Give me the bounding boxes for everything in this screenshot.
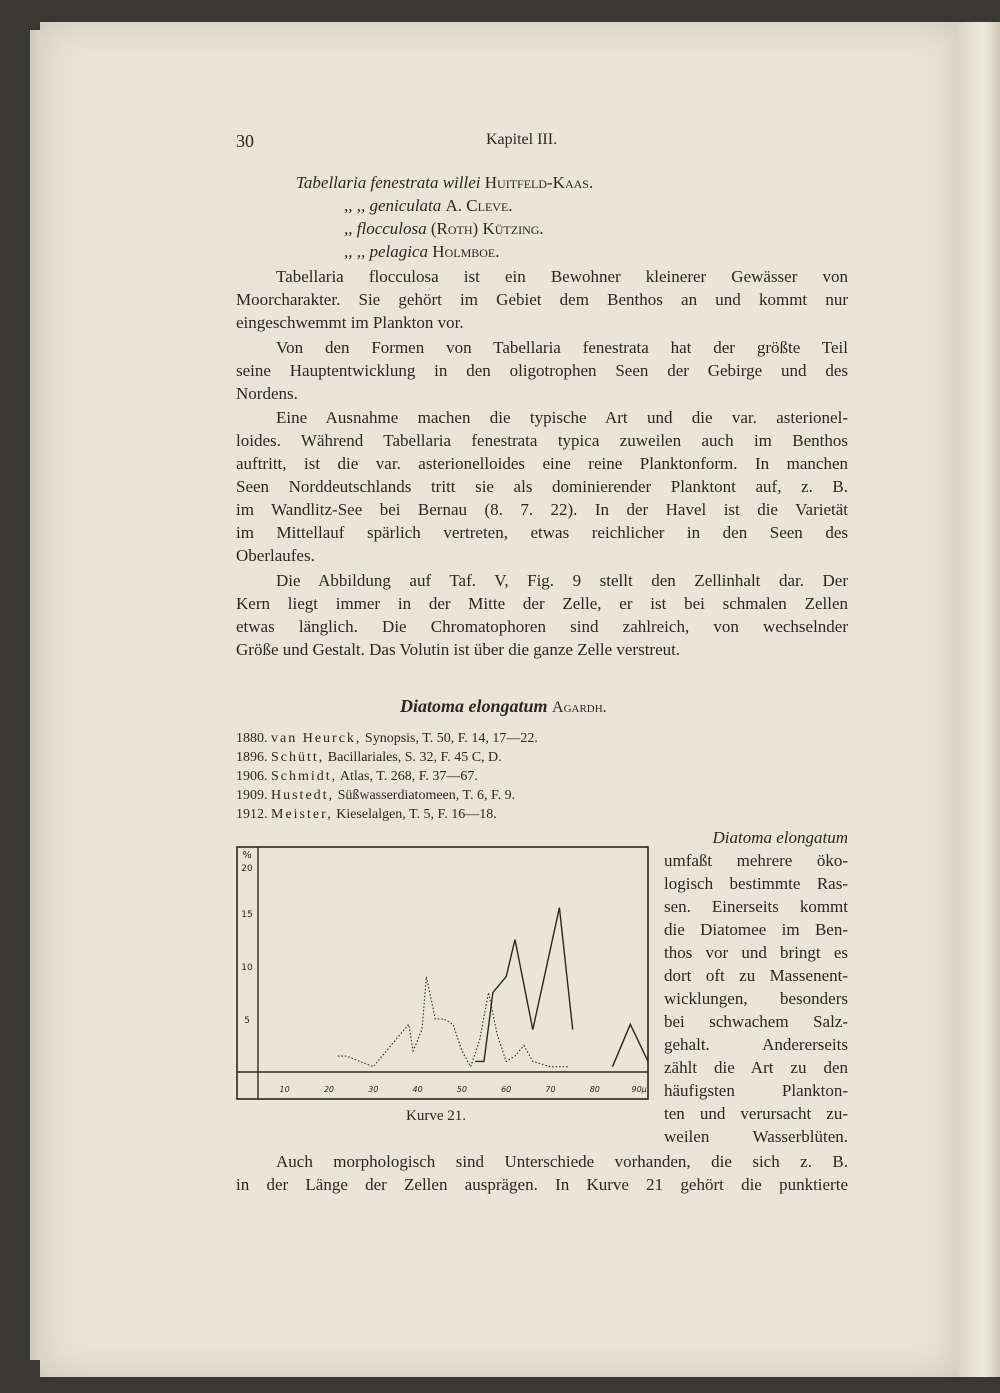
paragraph-line: im Wandlitz-See bei Bernau (8. 7. 22). In der Havel ist die Varietät	[236, 500, 848, 519]
reference-item: 1906. Schmidt, Atlas, T. 268, F. 37—67.	[236, 769, 478, 784]
paragraph-line: Eine Ausnahme machen die typische Art und die var. asterionel-	[276, 408, 848, 427]
paragraph-line: Oberlaufes.	[236, 546, 315, 565]
paragraph-line: in der Länge der Zellen ausprägen. In Kurve 21 gehört die punktierte	[236, 1175, 848, 1194]
page-edge-right	[958, 22, 1000, 1377]
series-line-dotted	[338, 977, 568, 1067]
page-number: 30	[236, 131, 254, 151]
paragraph-line: Moorcharakter. Sie gehört im Gebiet dem Benthos an und kommt nur	[236, 290, 848, 309]
side-text-line: Diatoma elongatum	[712, 828, 848, 847]
taxon-line: ,, flocculosa (Roth) Kützing.	[344, 219, 544, 238]
side-text-line: gehalt. Andererseits	[664, 1035, 848, 1054]
y-tick-label: 20	[241, 864, 253, 874]
paragraph-line: Von den Formen von Tabellaria fenestrata hat der größte Teil	[276, 338, 848, 357]
paragraph-line: Die Abbildung auf Taf. V, Fig. 9 stellt den Zellinhalt dar. Der	[276, 571, 848, 590]
paragraph-line: Tabellaria flocculosa ist ein Bewohner kleinerer Gewässer von	[276, 267, 848, 286]
paragraph-line: Auch morphologisch sind Unterschiede vorhanden, die sich z. B.	[276, 1152, 848, 1171]
y-axis-label: %	[242, 850, 252, 861]
reference-item: 1909. Hustedt, Süßwasserdiatomeen, T. 6, F. 9.	[236, 788, 516, 803]
side-text-line: dort oft zu Massenent-	[664, 966, 848, 985]
side-text-line: bei schwachem Salz-	[664, 1012, 848, 1031]
chart-caption: Kurve 21.	[406, 1108, 466, 1124]
reference-item: 1880. van Heurck, Synopsis, T. 50, F. 14, 17—22.	[236, 731, 538, 746]
y-tick-label: 5	[244, 1016, 250, 1026]
kurve-21-chart	[236, 846, 652, 1100]
paragraph-line: im Mittellauf spärlich vertreten, etwas reichlicher in den Seen des	[236, 523, 848, 542]
paragraph-line: etwas länglich. Die Chromatophoren sind zahlreich, von wechselnder	[236, 617, 848, 636]
series-line-solid	[475, 908, 573, 1062]
side-text-line: ten und verursacht zu-	[664, 1104, 848, 1123]
taxon-line: ,, ,, pelagica Holmboe.	[344, 242, 500, 261]
side-text-line: umfaßt mehrere öko-	[664, 851, 848, 870]
paragraph-line: auftritt, ist die var. asterionelloides eine reine Planktonform. In manchen	[236, 454, 848, 473]
chart-frame	[237, 847, 648, 1099]
paragraph-line: Nordens.	[236, 384, 298, 403]
x-tick-label: 70	[545, 1085, 556, 1094]
x-tick-label: 50	[456, 1085, 467, 1094]
section-title: Diatoma elongatum Agardh.	[400, 696, 607, 716]
paragraph-line: Kern liegt immer in der Mitte der Zelle, er ist bei schmalen Zellen	[236, 594, 848, 613]
x-tick-label: 80	[589, 1085, 600, 1094]
side-text-line: logisch bestimmte Ras-	[664, 874, 848, 893]
reference-item: 1912. Meister, Kieselalgen, T. 5, F. 16—18.	[236, 807, 497, 822]
side-text-line: sen. Einerseits kommt	[664, 897, 848, 916]
x-tick-label: 60	[501, 1085, 512, 1094]
side-text-line: zählt die Art zu den	[664, 1058, 848, 1077]
x-tick-label: 90µ	[631, 1085, 647, 1094]
x-tick-label: 10	[279, 1085, 290, 1094]
taxon-line: ,, ,, geniculata A. Cleve.	[344, 196, 513, 215]
side-text-line: weilen Wasserblüten.	[664, 1127, 848, 1146]
paragraph-line: loides. Während Tabellaria fenestrata typica zuweilen auch im Benthos	[236, 431, 848, 450]
taxon-line: Tabellaria fenestrata willei Huitfeld-Kaas.	[296, 173, 594, 192]
x-tick-label: 40	[412, 1085, 423, 1094]
y-tick-label: 15	[241, 910, 253, 920]
side-text-line: häufigsten Plankton-	[664, 1081, 848, 1100]
paragraph-line: Größe und Gestalt. Das Volutin ist über die ganze Zelle verstreut.	[236, 640, 681, 659]
side-text-line: die Diatomee im Ben-	[664, 920, 848, 939]
side-text-line: thos vor und bringt es	[664, 943, 848, 962]
reference-item: 1896. Schütt, Bacillariales, S. 32, F. 45 C, D.	[236, 750, 502, 765]
y-tick-label: 10	[241, 963, 253, 973]
running-header: Kapitel III.	[486, 131, 558, 148]
paragraph-line: eingeschwemmt im Plankton vor.	[236, 313, 464, 332]
paragraph-line: Seen Norddeutschlands tritt sie als dominierender Planktont auf, z. B.	[236, 477, 848, 496]
side-text-line: wicklungen, besonders	[664, 989, 848, 1008]
x-tick-label: 20	[323, 1085, 335, 1094]
paragraph-line: seine Hauptentwicklung in den oligotrophen Seen der Gebirge und des	[236, 361, 848, 380]
x-tick-label: 30	[368, 1085, 379, 1094]
series-line-solid	[613, 1024, 649, 1066]
